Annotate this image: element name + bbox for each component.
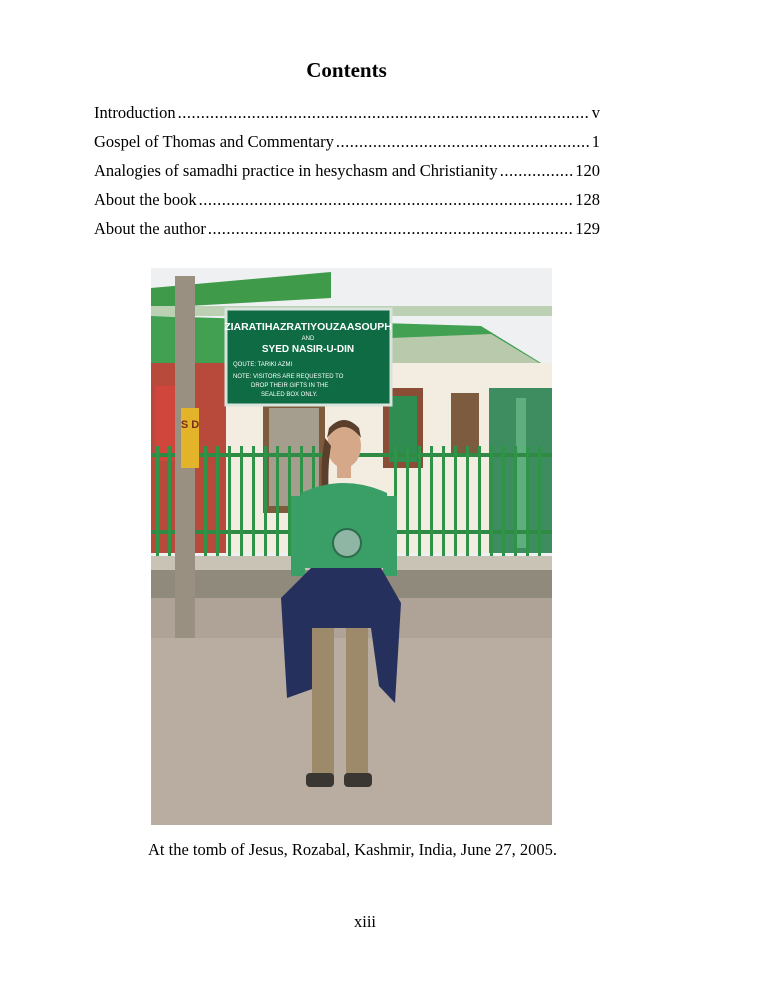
toc-leader-dots bbox=[500, 161, 574, 181]
sign-line: AND bbox=[301, 336, 315, 342]
sign-line: SYED NASIR-U-DIN bbox=[261, 344, 355, 355]
sign-line: QOUTE: TARIKI AZMI bbox=[233, 362, 293, 368]
sign-line: ZIARATIHAZRATIYOUZAASOUPH bbox=[224, 321, 392, 333]
toc-entry-label: About the author bbox=[94, 219, 206, 238]
toc-entry-page: 129 bbox=[575, 219, 600, 238]
table-of-contents bbox=[94, 103, 600, 248]
right-leg bbox=[346, 628, 368, 778]
right-sleeve-arm bbox=[383, 496, 397, 576]
toc-leader-dots bbox=[199, 190, 574, 210]
toc-entry-page: 128 bbox=[575, 190, 600, 209]
toc-entry-label: Introduction bbox=[94, 103, 176, 122]
toc-entry[interactable] bbox=[94, 161, 600, 190]
page-number: xiii bbox=[353, 912, 376, 931]
sign-line: SEALED BOX ONLY. bbox=[261, 392, 318, 398]
pole-sign bbox=[181, 408, 199, 468]
toc-entry-label: Gospel of Thomas and Commentary bbox=[94, 132, 334, 151]
toc-entry-label: About the book bbox=[94, 190, 197, 209]
toc-entry[interactable] bbox=[94, 103, 600, 132]
toc-leader-dots bbox=[336, 132, 590, 152]
toc-entry[interactable] bbox=[94, 219, 600, 248]
page-title: Contents bbox=[306, 58, 387, 82]
photo-caption: At the tomb of Jesus, Rozabal, Kashmir, India, June 27, 2005. bbox=[147, 840, 558, 859]
toc-leader-dots bbox=[178, 103, 590, 123]
toc-entry[interactable] bbox=[94, 190, 600, 219]
toc-entry[interactable] bbox=[94, 132, 600, 161]
toc-entry-page: 120 bbox=[575, 161, 600, 180]
tomb-photo bbox=[151, 268, 552, 825]
green-door bbox=[389, 396, 417, 462]
side-window bbox=[451, 393, 479, 453]
sign-line: DROP THEIR GIFTS IN THE bbox=[251, 383, 329, 389]
neck bbox=[337, 464, 351, 478]
toc-entry-page: 1 bbox=[591, 132, 600, 151]
left-leg bbox=[312, 628, 334, 778]
toc-entry-label: Analogies of samadhi practice in hesychasm and Christianity bbox=[94, 161, 498, 180]
sign-line: NOTE: VISITORS ARE REQUESTED TO bbox=[233, 374, 344, 380]
left-sleeve-arm bbox=[291, 496, 305, 576]
toc-entry-page: v bbox=[591, 103, 600, 122]
left-sandal bbox=[306, 773, 334, 787]
toc-leader-dots bbox=[208, 219, 573, 239]
shirt-emblem bbox=[333, 529, 361, 557]
right-sandal bbox=[344, 773, 372, 787]
porch-pillar bbox=[516, 398, 526, 548]
pole-sign-text: S D bbox=[180, 419, 200, 431]
